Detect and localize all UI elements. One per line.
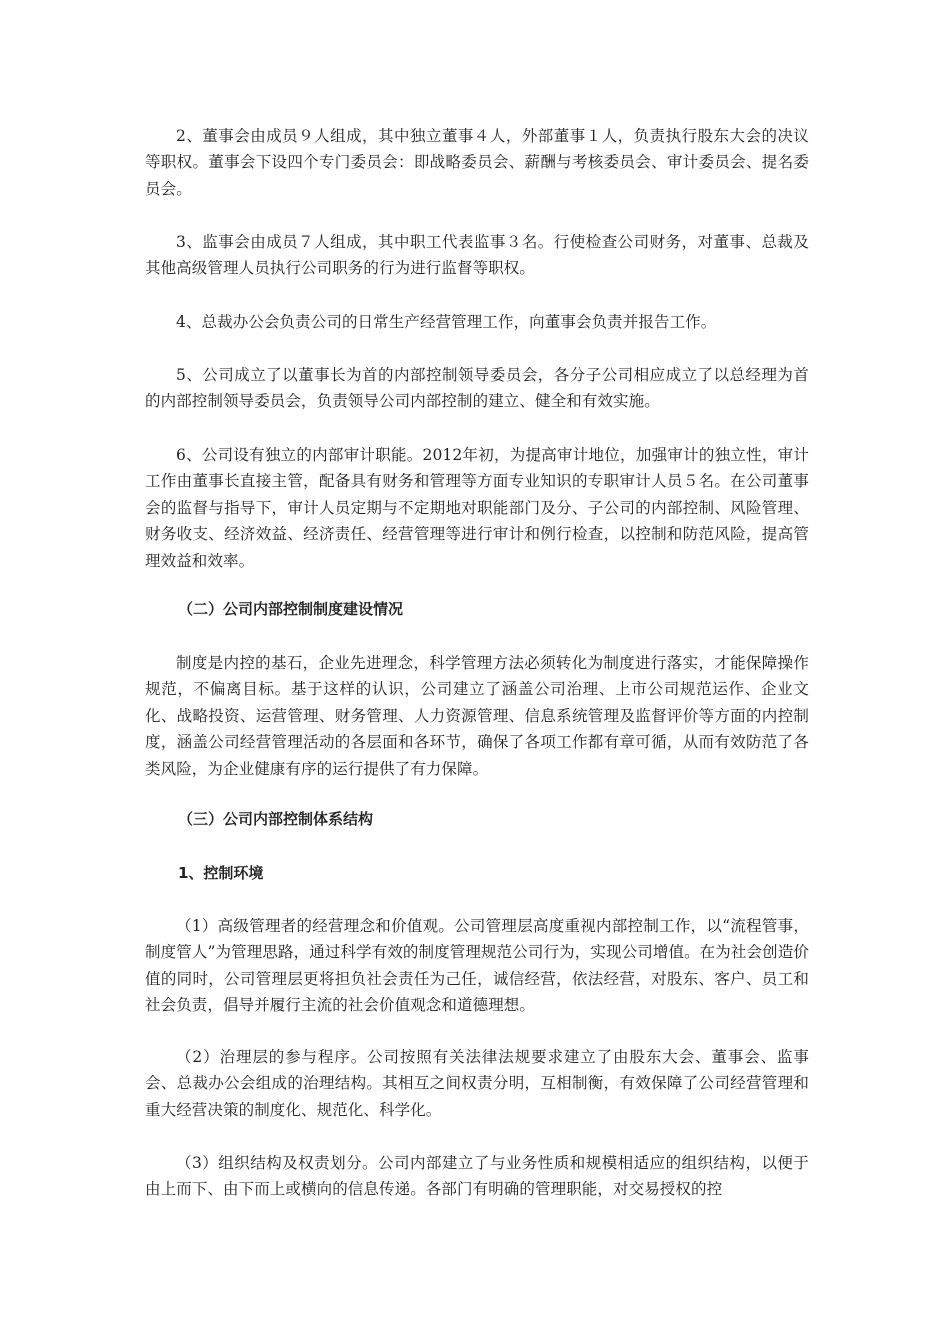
heading-control-environment: 1、控制环境	[178, 864, 264, 882]
paragraph-president-office: 4、总裁办公会负责公司的日常生产经营管理工作，向董事会负责并报告工作。	[176, 313, 717, 331]
paragraph-environment-3: （3）组织结构及权责划分。公司内部建立了与业务性质和规模相适应的组织结构，以便于由上而下、由下而上或横向的信息传递。各部门有明确的管理职能，对交易授权的控	[145, 1154, 809, 1199]
paragraph-internal-control-committee: 5、公司成立了以董事长为首的内部控制领导委员会，各分子公司相应成立了以总经理为首的内部控制领导委员会，负责领导公司内部控制的建立、健全和有效实施。	[145, 366, 809, 411]
heading-system-construction: （二）公司内部控制制度建设情况	[178, 600, 404, 618]
paragraph-environment-2: （2）治理层的参与程序。公司按照有关法律法规要求建立了由股东大会、董事会、监事会、总裁办公会组成的治理结构。其相互之间权责分明，互相制衡，有效保障了公司经营管理和重大经营决策的制度化、规范化、科学化。	[145, 1048, 809, 1119]
paragraph-internal-audit: 6、公司设有独立的内部审计职能。2012年初，为提高审计地位，加强审计的独立性，审计工作由董事长直接主管，配备具有财务和管理等方面专业知识的专职审计人员５名。在公司董事会的监督与指导下，审计人员定期与不定期地对职能部门及分、子公司的内部控制、风险管理、财务收支、经济效益、经济责任、经营管理等进行审计和例行检查，以控制和防范风险，提高管理效益和效率。	[145, 446, 809, 570]
paragraph-system-intro: 制度是内控的基石，企业先进理念，科学管理方法必须转化为制度进行落实，才能保障操作规范，不偏离目标。基于这样的认识，公司建立了涵盖公司治理、上市公司规范运作、企业文化、战略投资、运营管理、财务管理、人力资源管理、信息系统管理及监督评价等方面的内控制度，涵盖公司经营管理活动的各层面和各环节，确保了各项工作都有章可循，从而有效防范了各类风险，为企业健康有序的运行提供了有力保障。	[145, 654, 809, 778]
paragraph-environment-1: （1）高级管理者的经营理念和价值观。公司管理层高度重视内部控制工作，以“流程管事，制度管人”为管理思路，通过科学有效的制度管理规范公司行为，实现公司增值。在为社会创造价值的同时，公司管理层更将担负社会责任为己任，诚信经营，依法经营，对股东、客户、员工和社会负责，倡导并履行主流的社会价值观念和道德理想。	[145, 917, 809, 1015]
heading-system-structure: （三）公司内部控制体系结构	[178, 810, 374, 828]
paragraph-board-of-directors: 2、董事会由成员９人组成，其中独立董事４人，外部董事１人，负责执行股东大会的决议等职权。董事会下设四个专门委员会：即战略委员会、薪酬与考核委员会、审计委员会、提名委员会。	[145, 127, 809, 198]
paragraph-supervisory-board: 3、监事会由成员７人组成，其中职工代表监事３名。行使检查公司财务，对董事、总裁及其他高级管理人员执行公司职务的行为进行监督等职权。	[145, 233, 809, 278]
